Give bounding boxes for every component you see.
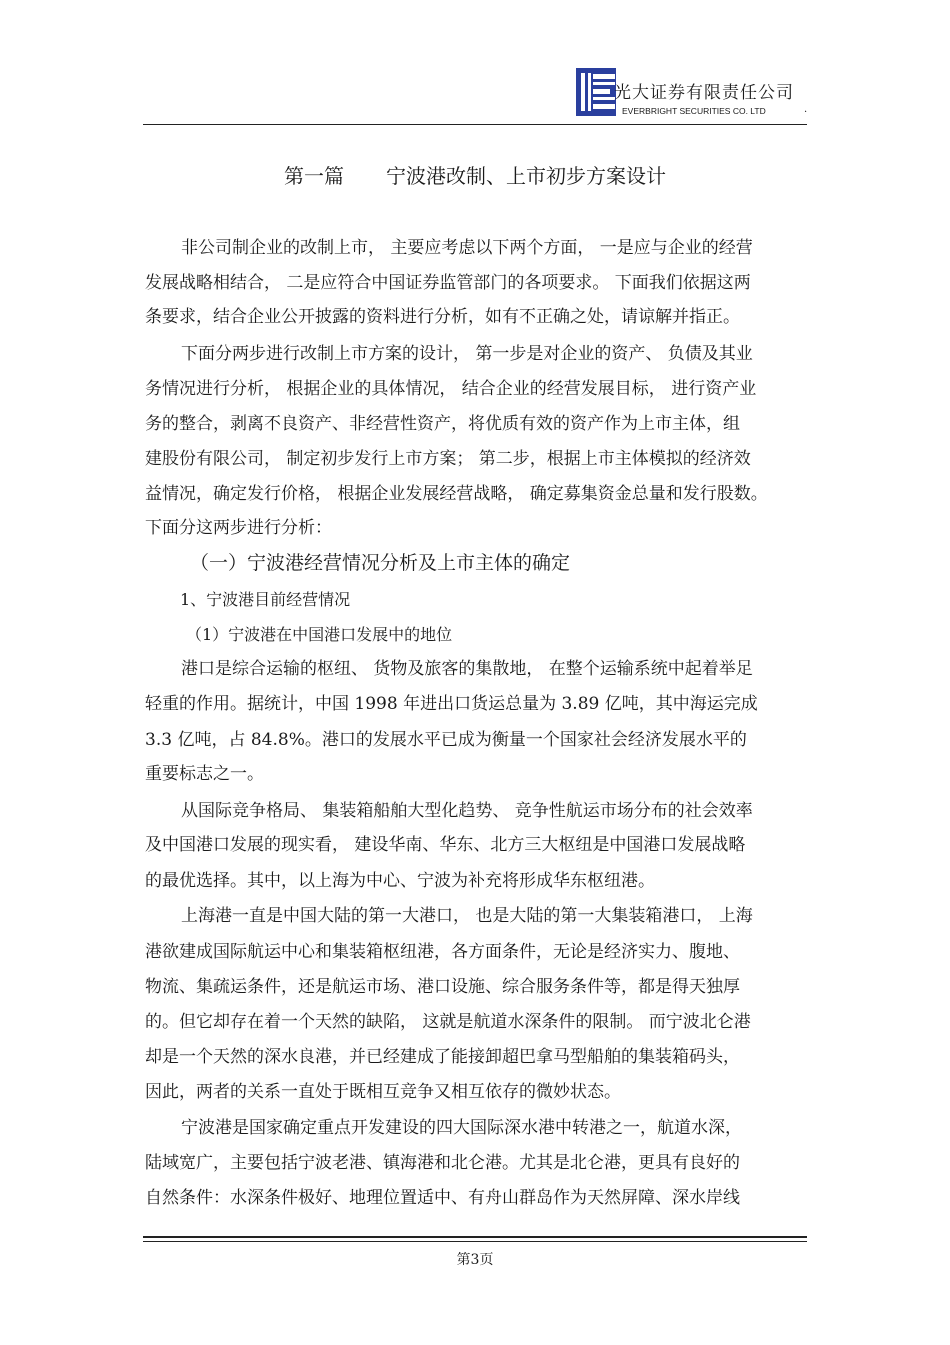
body-line: 的最优选择。其中，以上海为中心、宁波为补充将形成华东枢纽港。 xyxy=(145,871,655,891)
body-line: 务情况进行分析， 根据企业的具体情况， 结合企业的经营发展目标， 进行资产业 xyxy=(145,379,757,399)
body-line: 3.3 亿吨，占 84.8%。港口的发展水平已成为衡量一个国家社会经济发展水平的 xyxy=(145,730,747,750)
body-line: 下面分这两步进行分析： xyxy=(145,518,332,538)
footer-divider xyxy=(143,1241,807,1242)
body-line: 陆域宽广，主要包括宁波老港、镇海港和北仑港。尤其是北仑港，更具有良好的 xyxy=(145,1153,740,1173)
company-name-cn: 光大证券有限责任公司 xyxy=(614,83,794,103)
body-line: 上海港一直是中国大陆的第一大港口， 也是大陆的第一大集装箱港口， 上海 xyxy=(181,906,753,926)
body-line: 务的整合，剥离不良资产、非经营性资产，将优质有效的资产作为上市主体，组 xyxy=(145,414,740,434)
body-line: 因此，两者的关系一直处于既相互竞争又相互依存的微妙状态。 xyxy=(145,1082,621,1102)
body-line: 非公司制企业的改制上市， 主要应考虑以下两个方面， 一是应与企业的经营 xyxy=(181,238,753,258)
body-line: 及中国港口发展的现实看， 建设华南、华东、北方三大枢纽是中国港口发展战略 xyxy=(145,835,746,855)
body-line: 轻重的作用。据统计，中国 1998 年进出口货运总量为 3.89 亿吨，其中海运完成 xyxy=(145,694,758,714)
title-name: 宁波港改制、上市初步方案设计 xyxy=(386,164,666,188)
page-title xyxy=(0,160,950,189)
body-line: 的。但它却存在着一个天然的缺陷， 这就是航道水深条件的限制。 而宁波北仑港 xyxy=(145,1012,751,1032)
body-line: 建股份有限公司， 制定初步发行上市方案； 第二步，根据上市主体模拟的经济效 xyxy=(145,449,751,469)
page-number: 第3页 xyxy=(456,1252,494,1268)
body-line: 发展战略相结合， 二是应符合中国证券监管部门的各项要求。 下面我们依据这两 xyxy=(145,273,751,293)
body-line: 从国际竞争格局、 集装箱船舶大型化趋势、 竞争性航运市场分布的社会效率 xyxy=(181,801,753,821)
body-line: 重要标志之一。 xyxy=(145,764,264,784)
subsection-heading: （1）宁波港在中国港口发展中的地位 xyxy=(186,625,453,644)
header-divider xyxy=(143,124,807,125)
section-heading: （一）宁波港经营情况分析及上市主体的确定 xyxy=(190,552,571,574)
everbright-logo-icon xyxy=(576,68,616,116)
body-line: 物流、集疏运条件，还是航运市场、港口设施、综合服务条件等，都是得天独厚 xyxy=(145,977,740,997)
subsection-heading: 1、宁波港目前经营情况 xyxy=(180,590,351,609)
company-name-en: EVERBRIGHT SECURITIES CO. LTD xyxy=(622,106,766,116)
body-line: 条要求，结合企业公开披露的资料进行分析，如有不正确之处，请谅解并指正。 xyxy=(145,307,740,327)
title-part: 第一篇 xyxy=(284,164,344,188)
body-line: 宁波港是国家确定重点开发建设的四大国际深水港中转港之一，航道水深， xyxy=(181,1118,742,1138)
body-line: 自然条件：水深条件极好、地理位置适中、有舟山群岛作为天然屏障、深水岸线 xyxy=(145,1188,740,1208)
body-line: 益情况，确定发行价格， 根据企业发展经营战略， 确定募集资金总量和发行股数。 xyxy=(145,484,768,504)
header-dot: . xyxy=(804,104,808,115)
body-line: 却是一个天然的深水良港，并已经建成了能接卸超巴拿马型船舶的集装箱码头， xyxy=(145,1047,740,1067)
body-line: 港口是综合运输的枢纽、 货物及旅客的集散地， 在整个运输系统中起着举足 xyxy=(181,659,753,679)
footer-divider xyxy=(143,1236,807,1238)
body-line: 港欲建成国际航运中心和集装箱枢纽港，各方面条件，无论是经济实力、腹地、 xyxy=(145,942,740,962)
body-line: 下面分两步进行改制上市方案的设计， 第一步是对企业的资产、 负债及其业 xyxy=(181,344,753,364)
